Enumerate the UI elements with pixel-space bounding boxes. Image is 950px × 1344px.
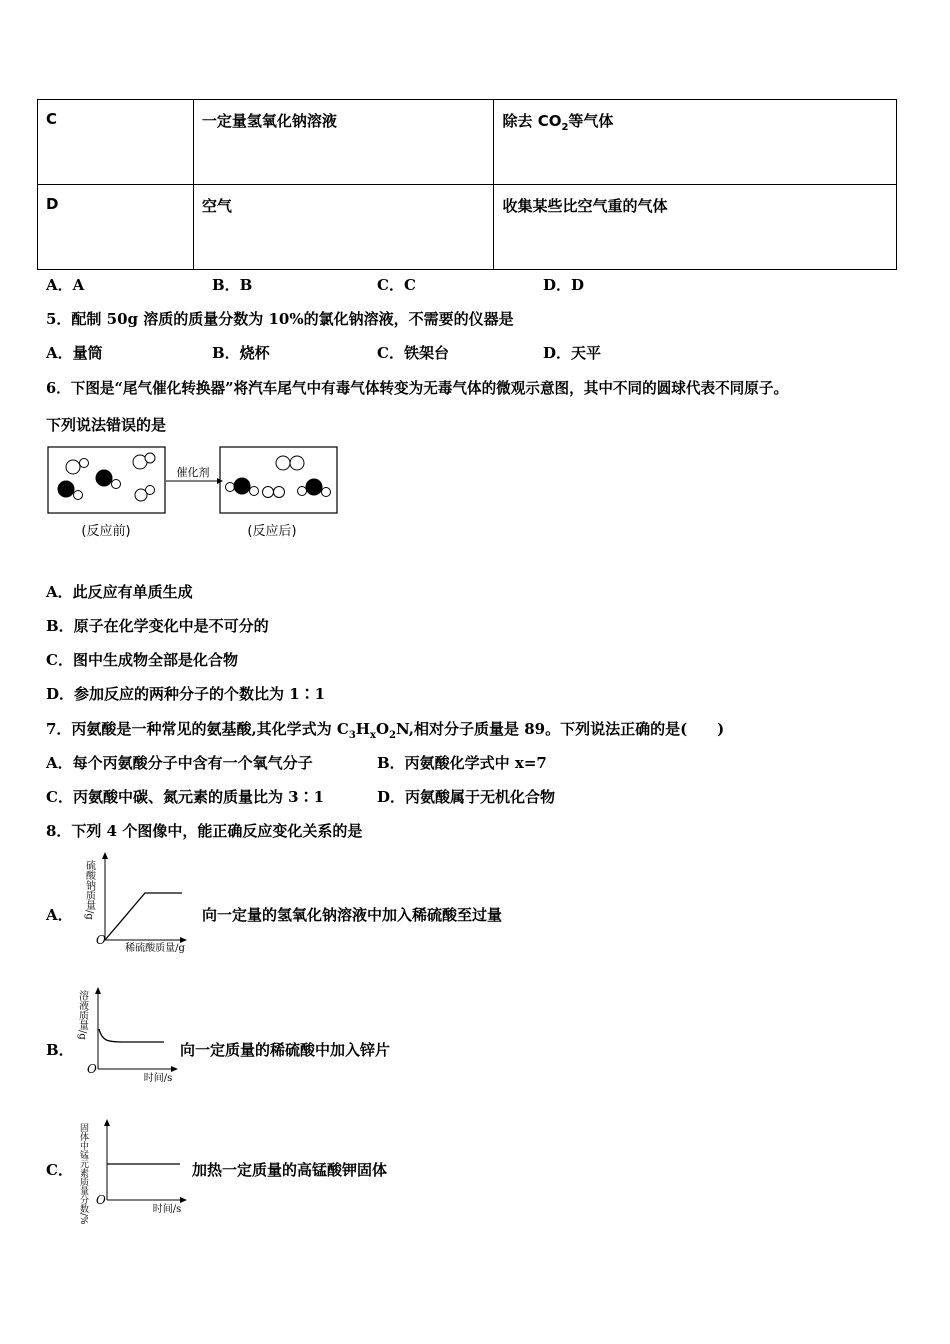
q6-stem-line2: 下列说法错误的是 (46, 416, 167, 434)
origin-label: O (96, 1193, 106, 1207)
q6-option-c: C．图中生成物全部是化合物 (46, 651, 238, 669)
q6-option-d: D．参加反应的两种分子的个数比为 1∶1 (46, 685, 326, 703)
q5-option-a: A．量筒 (46, 344, 103, 362)
origin-label: O (96, 933, 106, 947)
q6-option-a: A．此反应有单质生成 (46, 583, 193, 601)
table-cell-reagent: 一定量氢氧化钠溶液 (193, 100, 494, 185)
purpose-text: 等气体 (568, 112, 614, 130)
q8-chart-c-letter: C． (46, 1161, 73, 1179)
q7-stem (46, 718, 724, 741)
y-axis-arrow (95, 987, 101, 994)
q5-option-b: B．烧杯 (212, 344, 270, 362)
y-label: 固体中锰元素质量分数/% (78, 1123, 88, 1225)
series-line (105, 893, 182, 940)
table-cell-purpose (494, 100, 897, 185)
x-label: 时间/s (143, 1073, 173, 1084)
x-label: 稀硫酸质量/g (125, 943, 185, 954)
table-row (38, 100, 897, 185)
q8-chart-a-letter: A． (46, 906, 73, 924)
q6-stem-line1: 6．下图是“尾气催化转换器”将汽车尾气中有毒气体转变为无毒气体的微观示意图，其中不同的圆球代表不同原子。 (46, 380, 789, 397)
table-row (38, 185, 897, 270)
y-label: 溶液质量/g (76, 990, 88, 1040)
stem-text: N,相对分子质量是 89。下列说法正确的是( ) (396, 720, 725, 738)
stem-text: O (375, 720, 390, 738)
q8-chart-c (78, 1118, 190, 1225)
q8-stem: 8．下列 4 个图像中，能正确反应变化关系的是 (46, 822, 363, 840)
q5-option-c: C．铁架台 (377, 344, 449, 362)
subscript: 2 (389, 730, 396, 741)
q8-chart-c-desc: 加热一定质量的高锰酸钾固体 (192, 1161, 388, 1179)
y-axis-arrow (102, 852, 108, 859)
answer-table (37, 99, 897, 270)
arrow-label: 催化剂 (176, 466, 210, 479)
series-line (99, 1029, 164, 1042)
purpose-text: 除去 CO (502, 112, 562, 130)
stem-text: H (355, 720, 370, 738)
q6-option-b: B．原子在化学变化中是不可分的 (46, 617, 269, 635)
table-cell-label: D (38, 185, 194, 270)
q7-option-b: B．丙氨酸化学式中 x=7 (377, 754, 547, 772)
q4-option-d: D．D (543, 276, 585, 294)
x-axis-arrow (180, 1197, 187, 1203)
q7-option-c: C．丙氨酸中碳、氮元素的质量比为 3∶1 (46, 788, 325, 806)
reaction-diagram (45, 443, 345, 545)
subscript: 2 (561, 122, 569, 133)
stem-text: 7．丙氨酸是一种常见的氨基酸,其化学式为 C (46, 720, 349, 738)
after-molecules (226, 456, 331, 498)
table-cell-reagent: 空气 (193, 185, 494, 270)
table-cell-label: C (38, 100, 194, 185)
q7-option-a: A．每个丙氨酸分子中含有一个氧气分子 (46, 754, 313, 772)
q8-chart-b-desc: 向一定质量的稀硫酸中加入锌片 (180, 1041, 391, 1059)
origin-label: O (87, 1062, 97, 1076)
x-axis-arrow (171, 1066, 178, 1072)
q8-chart-b-letter: B． (46, 1041, 74, 1059)
before-molecules (58, 453, 155, 501)
q7-option-d: D．丙氨酸属于无机化合物 (377, 788, 556, 806)
subscript: 3 (348, 730, 356, 741)
after-caption: (反应后) (247, 524, 297, 539)
before-caption: (反应前) (81, 524, 131, 539)
q8-chart-a-desc: 向一定量的氢氧化钠溶液中加入稀硫酸至过量 (202, 906, 503, 924)
q4-option-c: C．C (377, 276, 416, 294)
subscript: x (369, 730, 376, 741)
y-label: 硫酸钠质量/g (83, 860, 95, 920)
q8-chart-a (80, 850, 195, 958)
q4-option-a: A．A (46, 276, 85, 294)
q5-stem: 5．配制 50g 溶质的质量分数为 10%的氯化钠溶液，不需要的仪器是 (46, 310, 514, 328)
q8-chart-b (78, 985, 178, 1090)
q4-option-b: B．B (212, 276, 253, 294)
q5-option-d: D．天平 (543, 344, 602, 362)
table-cell-purpose: 收集某些比空气重的气体 (494, 185, 897, 270)
x-label: 时间/s (152, 1204, 182, 1215)
y-axis-arrow (104, 1119, 110, 1126)
